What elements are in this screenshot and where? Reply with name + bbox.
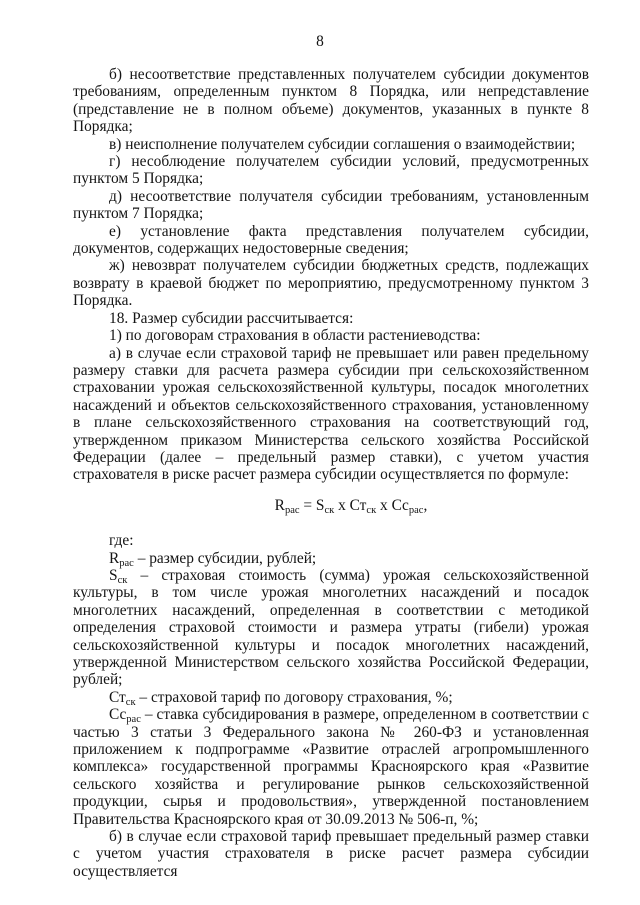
paragraph-v: в) неисполнение получателем субсидии соглашения о взаимодействии;: [109, 135, 576, 153]
paragraph-b: б) несоответствие представленных получателем субсидии документов требованиям, определенным пунктом 8 Порядка, или непредставление (представление не в полном объеме) документов, указанных в пункте 8 Порядка;: [73, 66, 589, 136]
paragraph-18-1-a: а) в случае если страховой тариф не превышает или равен предельному размеру ставки для расчета размера субсидии при сельскохозяйственном страховании урожая сельскохозяйственной культуры, посадок многолетних насаждений и объектов сельскохозяйственного страхования, установленному в плане сельскохозяйственного страхования на соответствующий год, утвержденном приказом Министерства сельского хозяйства Российской Федерации (далее – предельный размер ставки), с учетом участия страхователя в риске расчет размера субсидии осуществляется по формуле:: [73, 344, 589, 484]
paragraph-18-1-b: б) в случае если страховой тариф превышает предельный размер ставки с учетом участия страхователя в риске расчет размера субсидии осуществляется: [73, 828, 589, 880]
definition-s: $S_{ск}$ – страховая стоимость (сумма) урожая сельскохозяйственной культуры, в том числе урожая многолетних насаждений и посадок многолетних насаждений, определенная в соответствии с методикой определения страховой стоимости и размера утраты (гибели) урожая сельскохозяйственной культуры и посадок многолетних насаждений, утвержденной Министерством сельского хозяйства Российской Федерации, рублей;: [73, 566, 589, 689]
document-body: [73, 66, 589, 880]
subsidy-formula: $R_{рас} = S_{ск}$ х $Ст_{ск}$ х $Сс_{рас}$,: [274, 496, 428, 516]
paragraph-18: 18. Размер субсидии рассчитывается:: [109, 309, 354, 327]
paragraph-18-1: 1) по договорам страхования в области растениеводства:: [109, 327, 481, 345]
definition-ct: $Ст_{ск}$ – страховой тариф по договору страхования, %;: [109, 688, 453, 708]
page-number: 8: [316, 33, 324, 50]
definition-r: $R_{рас}$ – размер субсидии, рублей;: [109, 549, 317, 569]
paragraph-d: д) несоответствие получателя субсидии требованиям, установленным пунктом 7 Порядка;: [73, 187, 589, 223]
paragraph-g: г) несоблюдение получателем субсидии условий, предусмотренных пунктом 5 Порядка;: [73, 153, 589, 188]
paragraph-e: е) установление факта представления получателем субсидии, документов, содержащих недостоверные сведения;: [73, 222, 589, 258]
paragraph-zh: ж) невозврат получателем субсидии бюджетных средств, подлежащих возврату в краевой бюджет по мероприятию, предусмотренному пунктом 3 Порядка.: [73, 257, 589, 310]
where-label: где:: [109, 532, 134, 550]
definition-cc: $Сс_{рас}$ – ставка субсидирования в размере, определенном в соответствии с частью 3 статьи 3 Федерального закона № 260-ФЗ и установленная приложением к подпрограмме «Развитие отраслей агропромышленного комплекса» государственной программы Красноярского края «Развитие сельского хозяйства и регулирование рынков сельскохозяйственной продукции, сырья и продовольствия», утвержденной постановлением Правительства Красноярского края от 30.09.2013 № 506-п, %;: [73, 706, 589, 828]
